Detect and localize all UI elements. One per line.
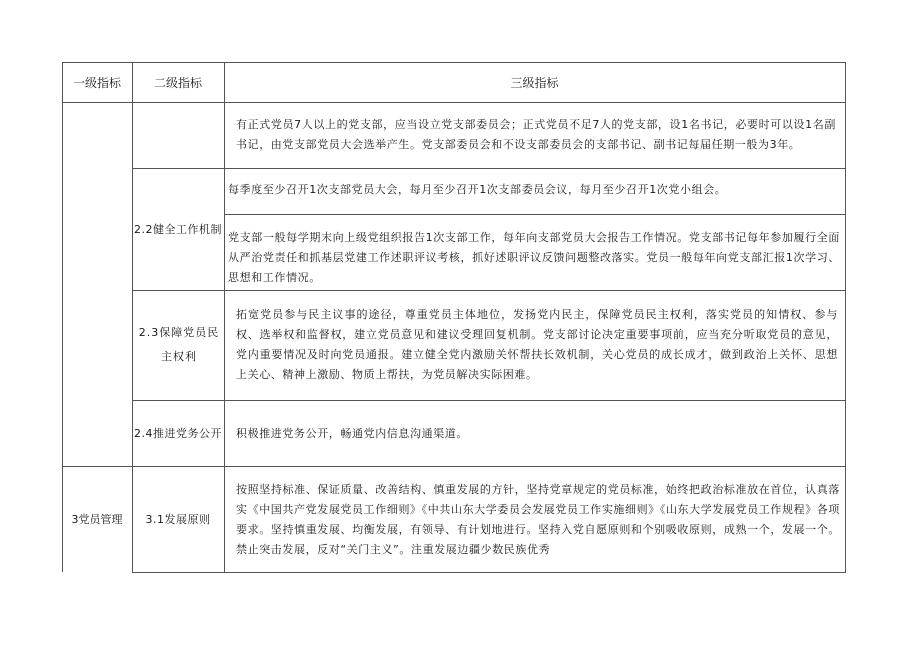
table-divider (132, 400, 846, 401)
table-divider (132, 168, 846, 169)
header-level3: 三级指标 (510, 75, 559, 90)
row-label-development-principle: 3.1发展原则 (145, 513, 211, 526)
row-label-party-affairs: 2.4推进党务公开 (134, 427, 222, 440)
table-divider (132, 290, 846, 291)
table-divider (224, 214, 846, 215)
table-divider (132, 572, 846, 573)
header-level1: 一级指标 (72, 75, 121, 90)
row-label-member-management: 3党员管理 (71, 513, 123, 526)
row-label-democratic-rights: 2.3保障党员民主权利 (138, 326, 220, 363)
table-divider (62, 102, 846, 103)
row-text-reporting: 党支部一般每学期末向上级党组织报告1次支部工作，每年向支部党员大会报告工作情况。党支部书记每年参加履行全面从严治党责任和抓基层党建工作述职评议考核，抓好述职评议反馈问题整改落实。党员一般每年向党支部汇报1次学习、思想和工作情况。 (228, 231, 840, 284)
table-border (845, 62, 846, 572)
header-level2: 二级指标 (153, 75, 202, 90)
row-text-development-principle: 按照坚持标准、保证质量、改善结构、慎重发展的方针，坚持党章规定的党员标准，始终把政治标准放在首位，认真落实《中国共产党发展党员工作细则》《中共山东大学委员会发展党员工作实施细则》《山东大学发展党员工作规程》各项要求。坚持慎重发展、均衡发展，有领导、有计划地进行。坚持入党自愿原则和个别吸收原则，成熟一个，发展一个。禁止突击发展，反对“关门主义”。注重发展边疆少数民族优秀 (236, 483, 840, 556)
row-text-meetings: 每季度至少召开1次支部党员大会，每月至少召开1次支部委员会议，每月至少召开1次党小组会。 (228, 183, 727, 196)
row-text-committee: 有正式党员7人以上的党支部，应当设立党支部委员会；正式党员不足7人的党支部，设1名书记，必要时可以设1名副书记，由党支部党员大会选举产生。党支部委员会和不设支部委员会的支部书记、副书记每届任期一般为3年。 (236, 118, 836, 151)
table-divider (224, 62, 225, 572)
row-text-party-affairs: 积极推进党务公开，畅通党内信息沟通渠道。 (236, 427, 468, 440)
row-label-work-mechanism: 2.2健全工作机制 (134, 223, 222, 236)
row-text-democratic-rights: 拓宽党员参与民主议事的途径，尊重党员主体地位，发扬党内民主，保障党员民主权利，落实党员的知情权、参与权、选举权和监督权，建立党员意见和建议受理回复机制。党支部讨论决定重要事项前，应当充分听取党员的意见，党内重要情况及时向党员通报。建立健全党内激励关怀帮扶长效机制，关心党员的成长成才，做到政治上关怀、思想上关心、精神上激励、物质上帮扶，为党员解决实际困难。 (236, 308, 838, 381)
